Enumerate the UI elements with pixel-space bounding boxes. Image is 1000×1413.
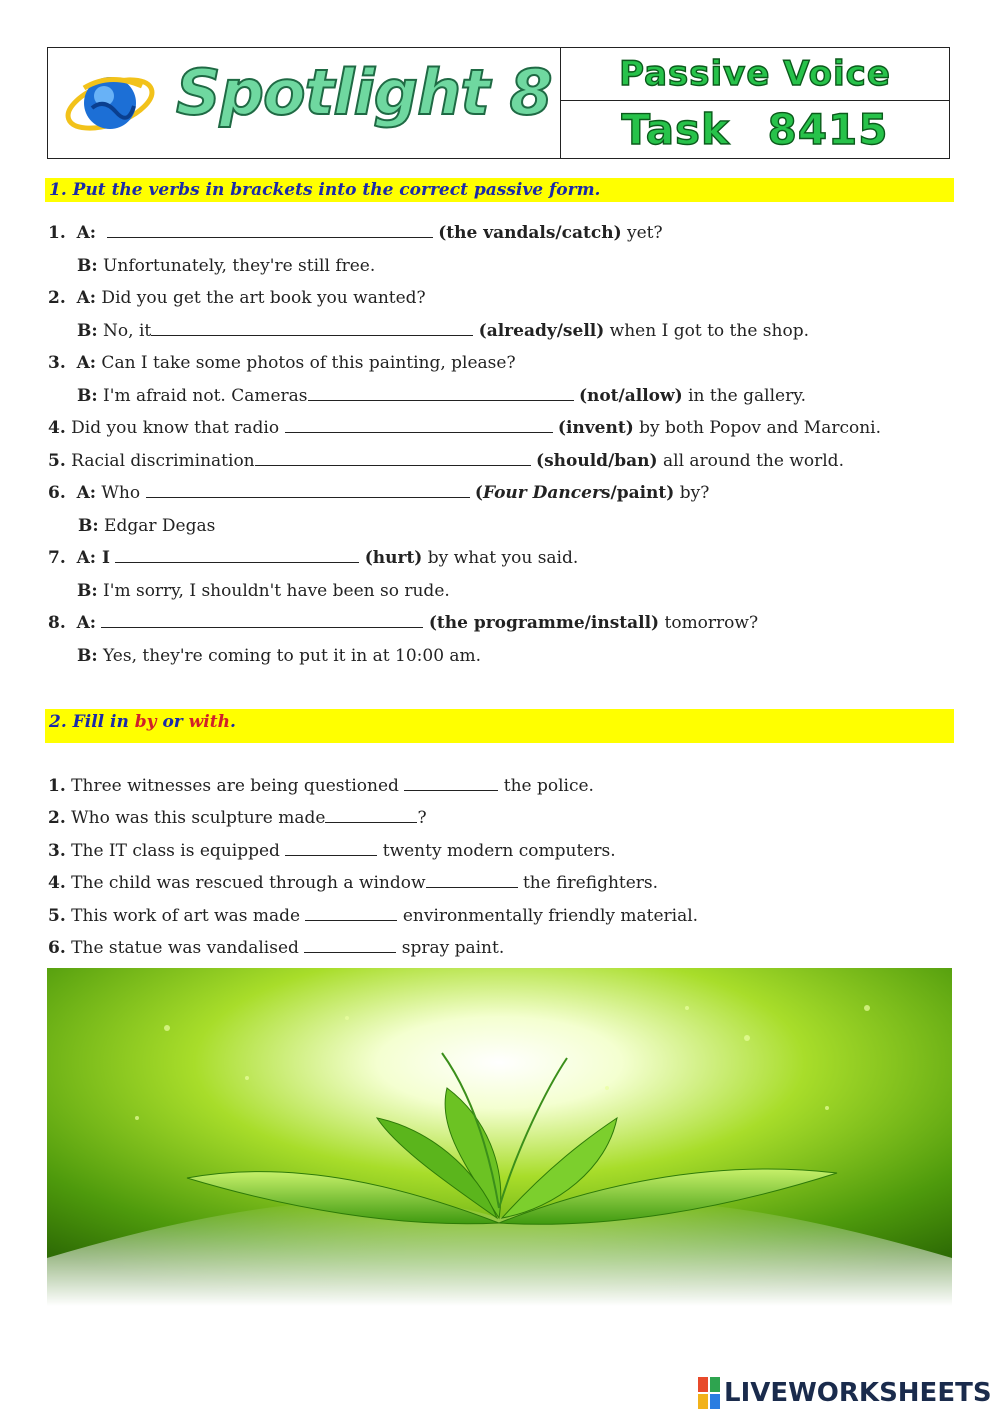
answer-blank-2-4[interactable]	[426, 873, 518, 888]
line-text: The child was rescued through a window	[65, 873, 426, 893]
line-text: This work of art was made	[65, 906, 306, 926]
line-text: Who was this sculpture made	[65, 808, 326, 828]
fill-item-6	[48, 937, 504, 959]
heading-text: 2. Fill in	[49, 712, 135, 732]
line-text: by both Popov and Marconi.	[633, 418, 882, 438]
speaker-label: B:	[77, 256, 98, 276]
verb-hint: (	[474, 483, 483, 503]
line-text: The statue was vandalised	[65, 938, 305, 958]
line-text: Who	[96, 483, 146, 503]
fill-item-4	[48, 872, 658, 894]
line-text: when I got to the shop.	[604, 321, 809, 341]
liveworksheets-badge-icon	[698, 1377, 720, 1409]
item-number: 3.	[48, 841, 66, 861]
item-number: 1.	[48, 223, 66, 243]
section-2-heading	[45, 709, 954, 743]
exercise-3-line-a	[48, 352, 516, 374]
exercise-5-line	[48, 450, 844, 472]
line-text: Edgar Degas	[98, 516, 216, 536]
line-text: No, it	[97, 321, 152, 341]
speaker-label: A:	[76, 353, 97, 373]
answer-blank-1-8[interactable]	[101, 613, 423, 628]
verb-hint: (already/sell)	[478, 321, 605, 341]
leaves-illustration	[47, 968, 952, 1306]
line-text: the firefighters.	[517, 873, 659, 893]
line-text: I'm sorry, I shouldn't have been so rude.	[97, 581, 450, 601]
line-text: Did you know that radio	[65, 418, 285, 438]
globe-icon	[64, 68, 156, 138]
line-text: all around the world.	[657, 451, 844, 471]
verb-hint: (should/ban)	[536, 451, 658, 471]
item-number: 4.	[48, 873, 66, 893]
answer-blank-1-6[interactable]	[146, 483, 470, 498]
item-number: 6.	[48, 938, 66, 958]
heading-word-with: with	[188, 712, 230, 732]
exercise-8-line-a	[48, 612, 758, 634]
line-text: twenty modern computers.	[377, 841, 616, 861]
speaker-label: A: I	[76, 548, 110, 568]
exercise-4-line	[48, 417, 881, 439]
line-text: by what you said.	[422, 548, 579, 568]
line-text: I'm afraid not. Cameras	[97, 386, 308, 406]
line-text: The IT class is equipped	[65, 841, 286, 861]
line-text: Yes, they're coming to put it in at 10:00 am.	[97, 646, 482, 666]
task-number: Task 8415	[621, 105, 889, 154]
answer-blank-2-1[interactable]	[404, 776, 498, 791]
speaker-label: B:	[77, 386, 98, 406]
line-text: Racial discrimination	[65, 451, 255, 471]
verb-hint: s/paint)	[600, 483, 675, 503]
worksheet-header	[47, 47, 950, 159]
line-text: in the gallery.	[682, 386, 806, 406]
item-number: 5.	[48, 906, 66, 926]
answer-blank-1-3[interactable]	[308, 386, 574, 401]
line-text: Did you get the art book you wanted?	[96, 288, 426, 308]
verb-hint: (not/allow)	[578, 386, 683, 406]
worksheet-topic: Passive Voice	[619, 54, 891, 94]
heading-text: .	[229, 712, 236, 732]
line-text: the police.	[498, 776, 594, 796]
item-number: 2.	[48, 808, 66, 828]
item-number: 3.	[48, 353, 66, 373]
answer-blank-1-5[interactable]	[255, 451, 531, 466]
line-text: tomorrow?	[659, 613, 759, 633]
answer-blank-2-5[interactable]	[305, 906, 397, 921]
exercise-6-line-a	[48, 482, 709, 504]
verb-hint: (hurt)	[364, 548, 423, 568]
answer-blank-2-3[interactable]	[285, 841, 377, 856]
answer-blank-1-7[interactable]	[115, 548, 359, 563]
heading-word-by: by	[134, 712, 157, 732]
answer-blank-1-2[interactable]	[151, 321, 473, 336]
speaker-label: B:	[77, 581, 98, 601]
speaker-label: B:	[77, 321, 98, 341]
liveworksheets-logo	[698, 1376, 992, 1410]
answer-blank-1-4[interactable]	[285, 418, 553, 433]
exercise-1-line-a	[48, 222, 663, 244]
answer-blank-1-1[interactable]	[107, 223, 433, 238]
line-text: by?	[674, 483, 710, 503]
speaker-label: A:	[76, 613, 97, 633]
speaker-label: B:	[77, 646, 98, 666]
title-top-cell	[561, 48, 949, 101]
fill-item-5	[48, 905, 698, 927]
exercise-2-line-b	[77, 320, 809, 342]
fill-item-2	[48, 807, 427, 829]
item-number: 7.	[48, 548, 66, 568]
item-number: 5.	[48, 451, 66, 471]
item-number: 6.	[48, 483, 66, 503]
brand-title: Spotlight 8	[176, 56, 552, 129]
answer-blank-2-6[interactable]	[304, 938, 396, 953]
speaker-label: A:	[76, 483, 97, 503]
item-number: 2.	[48, 288, 66, 308]
exercise-6-line-b	[78, 515, 215, 537]
speaker-label: B:	[78, 516, 99, 536]
exercise-8-line-b	[77, 645, 481, 667]
verb-hint: (the programme/install)	[428, 613, 660, 633]
verb-hint: (invent)	[557, 418, 634, 438]
speaker-label: A:	[76, 223, 97, 243]
fill-item-1	[48, 775, 594, 797]
item-number: 4.	[48, 418, 66, 438]
exercise-3-line-b	[77, 385, 806, 407]
title-cell	[561, 48, 949, 158]
exercise-7-line-b	[77, 580, 450, 602]
item-number: 1.	[48, 776, 66, 796]
green-leaves-image	[47, 968, 952, 1306]
line-text: environmentally friendly material.	[397, 906, 699, 926]
exercise-7-line-a	[48, 547, 578, 569]
title-bottom-cell	[561, 101, 949, 158]
heading-text: or	[156, 712, 189, 732]
line-text: Three witnesses are being questioned	[65, 776, 405, 796]
line-text: Unfortunately, they're still free.	[97, 256, 376, 276]
verb-hint-title: Four Dancer	[482, 483, 601, 503]
exercise-1-line-b	[77, 255, 375, 277]
liveworksheets-brand: LIVEWORKSHEETS	[724, 1378, 992, 1408]
exercise-2-line-a	[48, 287, 426, 309]
section-1-heading: 1. Put the verbs in brackets into the correct passive form.	[45, 178, 954, 202]
fill-item-3	[48, 840, 616, 862]
line-text: Can I take some photos of this painting, please?	[96, 353, 516, 373]
line-text: yet?	[621, 223, 663, 243]
speaker-label: A:	[76, 288, 97, 308]
line-text: ?	[417, 808, 427, 828]
verb-hint: (the vandals/catch)	[438, 223, 622, 243]
item-number: 8.	[48, 613, 66, 633]
line-text: spray paint.	[396, 938, 505, 958]
logo-cell	[48, 48, 561, 158]
answer-blank-2-2[interactable]	[325, 808, 417, 823]
